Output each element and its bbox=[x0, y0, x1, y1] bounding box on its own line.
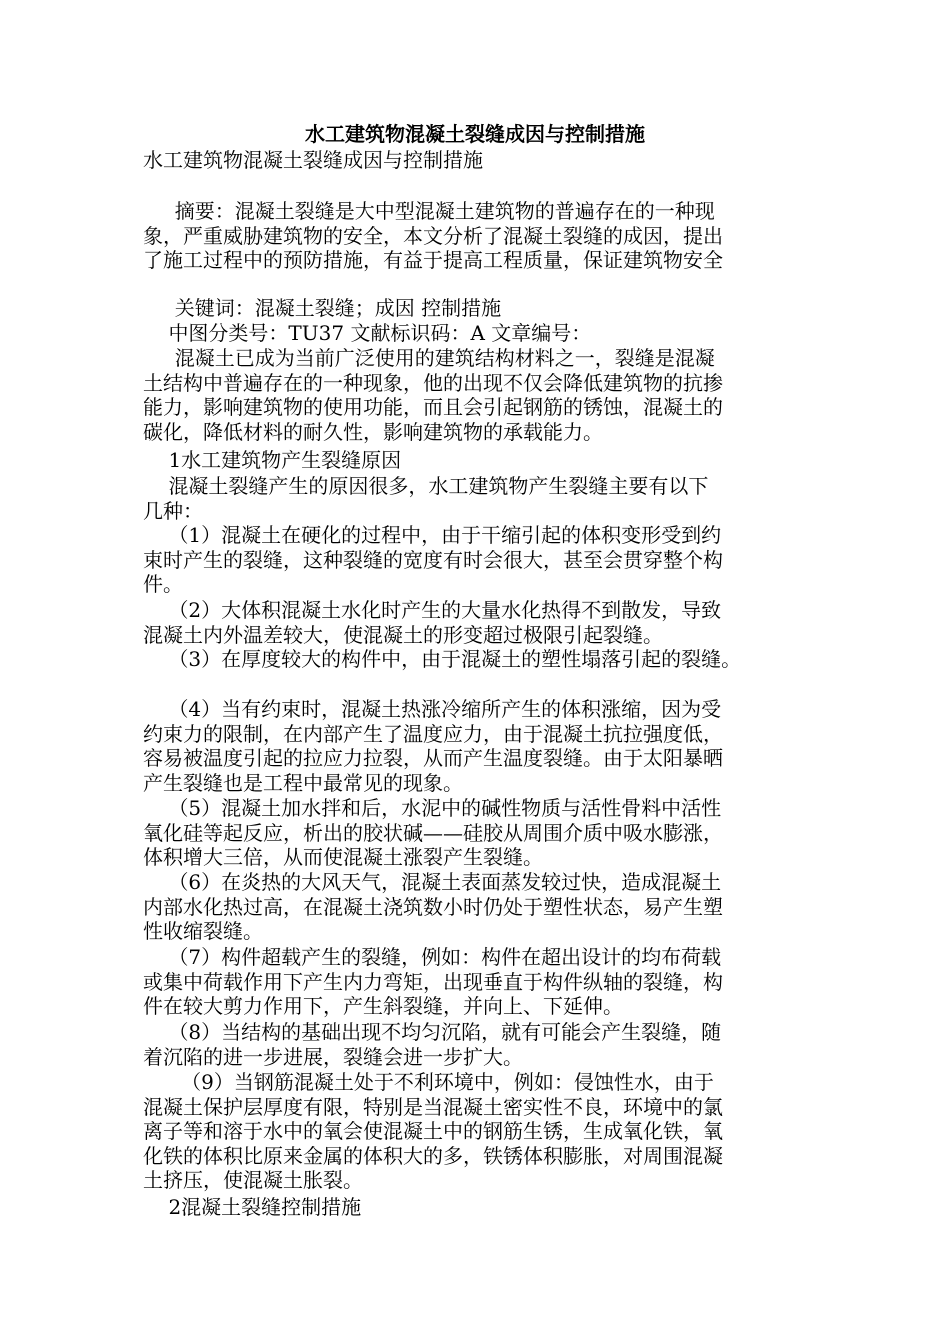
cause-item-8: （8）当结构的基础出现不均匀沉陷，就有可能会产生裂缝，随 着沉陷的进一步进展，裂缝会进一步扩大。 bbox=[143, 1020, 722, 1069]
intro-paragraph: 混凝土已成为当前广泛使用的建筑结构材料之一，裂缝是混凝 土结构中普遍存在的一种现象，他的出现不仅会降低建筑物的抗掺 能力，影响建筑物的使用功能，而且会引起钢筋的锈蚀，混凝土的 碳化，降低材料的耐久性，影响建筑物的承载能力。 bbox=[143, 346, 723, 444]
keywords-line: 关键词：混凝土裂缝；成因 控制措施 bbox=[143, 296, 502, 320]
cause-item-7: （7）构件超载产生的裂缝，例如：构件在超出设计的均布荷载 或集中荷载作用下产生内力弯矩，出现垂直于构件纵轴的裂缝，构 件在较大剪力作用下，产生斜裂缝，并向上、下延伸。 bbox=[143, 945, 723, 1018]
abstract-paragraph: 摘要：混凝土裂缝是大中型混凝土建筑物的普遍存在的一种现 象，严重威胁建筑物的安全，本文分析了混凝土裂缝的成因，提出 了施工过程中的预防措施，有益于提高工程质量，保证建筑物安全 bbox=[143, 199, 723, 272]
section-1-lead: 混凝土裂缝产生的原因很多，水工建筑物产生裂缝主要有以下 几种： bbox=[143, 474, 709, 523]
classification-line: 中图分类号：TU37 文献标识码：A 文章编号： bbox=[143, 321, 592, 345]
cause-item-2: （2）大体积混凝土水化时产生的大量水化热得不到散发，导致 混凝土内外温差较大，使混凝土的形变超过极限引起裂缝。 bbox=[143, 598, 722, 647]
cause-item-5: （5）混凝土加水拌和后，水泥中的碱性物质与活性骨料中活性 氧化硅等起反应，析出的胶状碱——硅胶从周围介质中吸水膨涨， 体积增大三倍，从而使混凝土涨裂产生裂缝。 bbox=[143, 796, 723, 869]
cause-item-3: （3）在厚度较大的构件中，由于混凝土的塑性塌落引起的裂缝。 bbox=[143, 647, 742, 671]
cause-item-6: （6）在炎热的大风天气，混凝土表面蒸发较过快，造成混凝土 内部水化热过高，在混凝土浇筑数小时仍处于塑性状态，易产生塑 性收缩裂缝。 bbox=[143, 870, 723, 943]
section-heading-2: 2混凝土裂缝控制措施 bbox=[143, 1195, 362, 1219]
cause-item-4: （4）当有约束时，混凝土热涨冷缩所产生的体积涨缩，因为受 约束力的限制，在内部产生了温度应力，由于混凝土抗拉强度低， 容易被温度引起的拉应力拉裂，从而产生温度裂缝。由于太阳暴晒 产生裂缝也是工程中最常见的现象。 bbox=[143, 697, 723, 795]
cause-item-1: （1）混凝土在硬化的过程中，由于干缩引起的体积变形受到约 束时产生的裂缝，这种裂缝的宽度有时会很大，甚至会贯穿整个构 件。 bbox=[143, 523, 723, 596]
section-heading-1: 1水工建筑物产生裂缝原因 bbox=[143, 448, 402, 472]
subtitle: 水工建筑物混凝土裂缝成因与控制措施 bbox=[143, 148, 483, 172]
cause-item-9: （9）当钢筋混凝土处于不利环境中，例如：侵蚀性水，由于 混凝土保护层厚度有限，特别是当混凝土密实性不良，环境中的氯 离子等和溶于水中的氧会使混凝土中的钢筋生锈，生成氧化铁，氧 化铁的体积比原来金属的体积大的多，铁锈体积膨胀，对周围混凝 土挤压，使混凝土胀裂。 bbox=[143, 1070, 723, 1192]
document-title: 水工建筑物混凝土裂缝成因与控制措施 bbox=[305, 122, 645, 146]
